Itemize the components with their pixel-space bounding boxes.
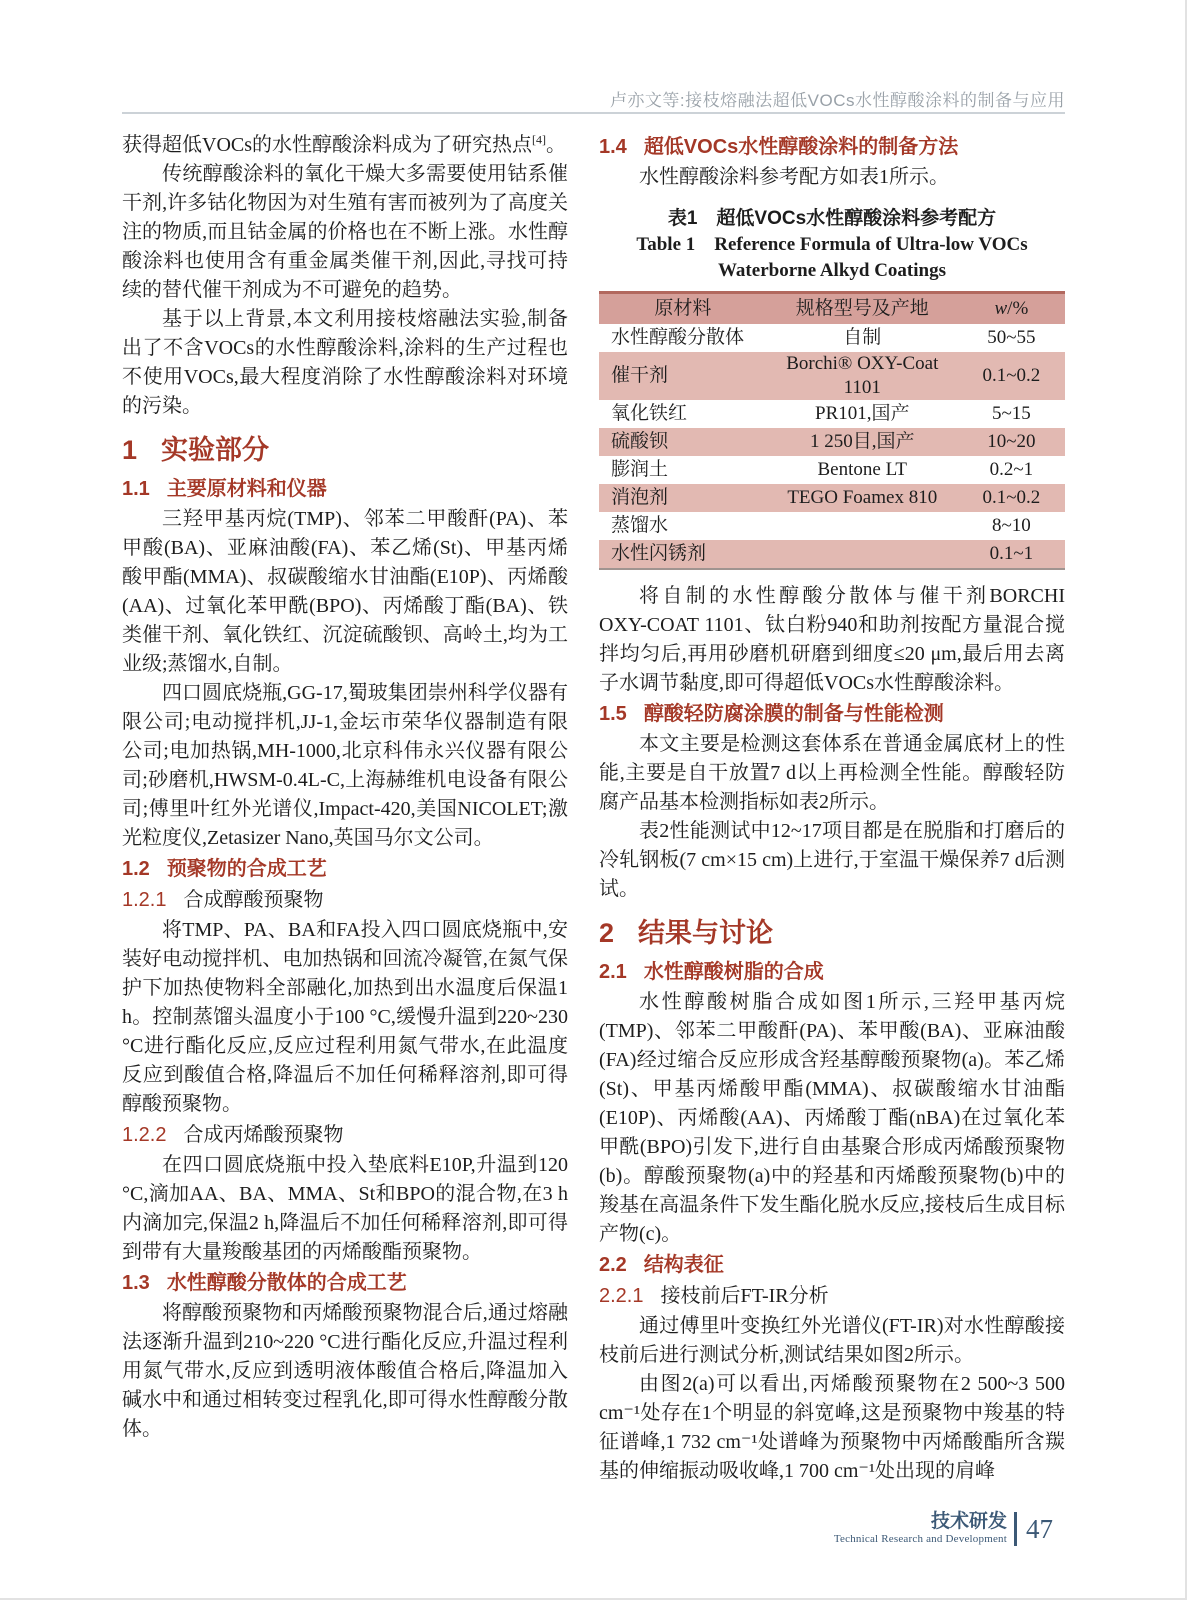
paragraph-tradition: 传统醇酸涂料的氧化干燥大多需要使用钴系催干剂,许多钴化物因为对生殖有害而被列为了高度关注的物质,而且钴金属的价格也在不断上涨。水性醇酸涂料也使用含有重金属类催干剂,因此,寻找可持续的替代催干剂成为不可避免的趋势。 xyxy=(122,163,568,301)
section-2-1-heading xyxy=(599,957,1065,987)
section-2-heading xyxy=(599,914,1065,952)
table-cell: 0.1~1 xyxy=(989,543,1034,564)
footer-label-en: Technical Research and Development xyxy=(833,1533,1007,1545)
section-1-5-title: 醇酸轻防腐涂膜的制备与性能检测 xyxy=(643,703,944,725)
section-1-1-number: 1.1 xyxy=(122,478,150,500)
section-1-2-1-title: 合成醇酸预聚物 xyxy=(183,889,324,911)
paragraph-coating-preparation: 将自制的水性醇酸分散体与催干剂BORCHI OXY-COAT 1101、钛白粉940和助剂按配方量混合搅拌均匀后,再用砂磨机研磨到细度≤20 μm,最后用去离子水调节黏度,即可得超低VOCs水性醇酸涂料。 xyxy=(599,585,1065,694)
table1-caption-en-line2: Waterborne Alkyd Coatings xyxy=(717,260,947,281)
section-1-3-title: 水性醇酸分散体的合成工艺 xyxy=(166,1272,407,1294)
table-cell: 5~15 xyxy=(991,403,1031,424)
table-cell: 催干剂 xyxy=(611,365,669,386)
section-1-heading xyxy=(122,431,568,469)
paragraph-ftir-analysis: 由图2(a)可以看出,丙烯酸预聚物在2 500~3 500 cm⁻¹处存在1个明显的斜宽峰,这是预聚物中羧基的特征谱峰,1 732 cm⁻¹处谱峰为预聚物中丙烯酸酯所含羰基的伸缩振动吸收峰,1 700 cm⁻¹处出现的肩峰 xyxy=(599,1373,1065,1482)
section-2-2-1-title: 接枝前后FT-IR分析 xyxy=(660,1285,829,1307)
spacer xyxy=(599,570,1065,582)
table-cell: 0.1~0.2 xyxy=(982,487,1041,508)
section-2-2-1-heading xyxy=(599,1281,1065,1311)
paragraph-test-panels: 表2性能测试中12~17项目都是在脱脂和打磨后的冷轧钢板(7 cm×15 cm)上进行,于室温干燥保养7 d后测试。 xyxy=(599,820,1065,900)
section-2-2-number: 2.2 xyxy=(599,1254,627,1276)
table-row xyxy=(599,540,1065,568)
table-cell: TEGO Foamex 810 xyxy=(787,487,938,508)
page-footer xyxy=(834,1512,1053,1546)
section-2-2-heading xyxy=(599,1250,1065,1280)
section-2-2-title: 结构表征 xyxy=(643,1254,724,1276)
table-cell: 水性闪锈剂 xyxy=(611,543,707,564)
section-2-1-title: 水性醇酸树脂的合成 xyxy=(643,961,824,983)
section-1-2-1-heading xyxy=(122,885,568,915)
section-1-number: 1 xyxy=(122,435,138,465)
table-cell: 10~20 xyxy=(987,431,1036,452)
table-cell: 膨润土 xyxy=(611,459,669,480)
intro-text: 获得超低VOCs的水性醇酸涂料成为了研究热点 xyxy=(122,134,533,156)
paragraph-acrylic-prepolymer: 在四口圆底烧瓶中投入垫底料E10P,升温到120 °C,滴加AA、BA、MMA、St和BPO的混合物,在3 h内滴加完,保温2 h,降温后不加任何稀释溶剂,即可得到带有大量羧酸基团的丙烯酸酯预聚物。 xyxy=(122,1154,568,1263)
page-number: 47 xyxy=(1026,1514,1053,1544)
section-1-2-2-title: 合成丙烯酸预聚物 xyxy=(183,1124,344,1146)
paragraph-instruments: 四口圆底烧瓶,GG-17,蜀玻集团崇州科学仪器有限公司;电动搅拌机,JJ-1,金坛市荣华仪器制造有限公司;电加热锅,MH-1000,北京科伟永兴仪器有限公司;砂磨机,HWSM-0.4L-C,上海赫维机电设备有限公司;傅里叶红外光谱仪,Impact-420,美国NICOLET;激光粒度仪,Zetasizer Nano,英国马尔文公司。 xyxy=(122,682,568,849)
table-header-w-percent xyxy=(958,297,1065,321)
right-column xyxy=(599,131,1065,1486)
paragraph-intro-continued xyxy=(122,131,568,160)
section-1-2-1-number: 1.2.1 xyxy=(122,889,167,911)
table-cell: 自制 xyxy=(843,327,882,348)
section-1-2-2-heading xyxy=(122,1120,568,1150)
section-1-4-title: 超低VOCs水性醇酸涂料的制备方法 xyxy=(643,136,959,158)
citation-4: [4] xyxy=(532,132,547,147)
section-2-2-1-number: 2.2.1 xyxy=(599,1285,644,1307)
paragraph-background: 基于以上背景,本文利用接枝熔融法实验,制备出了不含VOCs的水性醇酸涂料,涂料的生产过程也不使用VOCs,最大程度消除了水性醇酸涂料对环境的污染。 xyxy=(122,308,568,417)
table-cell: PR101,国产 xyxy=(815,403,910,424)
footer-divider xyxy=(1014,1512,1017,1546)
paragraph-materials: 三羟甲基丙烷(TMP)、邻苯二甲酸酐(PA)、苯甲酸(BA)、亚麻油酸(FA)、苯乙烯(St)、甲基丙烯酸甲酯(MMA)、叔碳酸缩水甘油酯(E10P)、丙烯酸(AA)、过氧化苯甲酰(BPO)、丙烯酸丁酯(BA)、铁类催干剂、氧化铁红、沉淀硫酸钡、高岭土,均为工业级;蒸馏水,自制。 xyxy=(122,508,568,675)
table1-caption-en-line1: Table 1 Reference Formula of Ultra-low VOCs xyxy=(636,234,1028,255)
section-1-5-number: 1.5 xyxy=(599,703,627,725)
table-cell: Bentone LT xyxy=(817,459,908,480)
section-2-number: 2 xyxy=(599,918,615,948)
paragraph-alkyd-prepolymer: 将TMP、PA、BA和FA投入四口圆底烧瓶中,安装好电动搅拌机、电加热锅和回流冷凝管,在氮气保护下加热使物料全部融化,加热到出水温度后保温1 h。控制蒸馏头温度小于100 °C,缓慢升温到220~230 °C进行酯化反应,反应过程利用氮气带水,在此温度反应到酸值合格,降温后不加任何稀释溶剂,即可得醇酸预聚物。 xyxy=(122,919,568,1115)
table-row xyxy=(599,456,1065,484)
section-1-2-heading xyxy=(122,854,568,884)
section-1-title: 实验部分 xyxy=(161,435,270,465)
section-1-3-heading xyxy=(122,1268,568,1298)
footer-label-cn: 技术研发 xyxy=(930,1511,1007,1532)
table-cell: 蒸馏水 xyxy=(611,515,669,536)
table-row xyxy=(599,324,1065,352)
table1-caption-cn: 表1 超低VOCs水性醇酸涂料参考配方 xyxy=(667,208,997,229)
section-1-1-title: 主要原材料和仪器 xyxy=(166,478,327,500)
paragraph-table1-ref: 水性醇酸涂料参考配方如表1所示。 xyxy=(639,166,949,188)
table-row xyxy=(599,484,1065,512)
section-2-title: 结果与讨论 xyxy=(638,918,774,948)
table-row xyxy=(599,428,1065,456)
section-1-3-number: 1.3 xyxy=(122,1272,150,1294)
running-head: 卢亦文等:接枝熔融法超低VOCs水性醇酸涂料的制备与应用 xyxy=(609,91,1065,110)
table-row xyxy=(599,352,1065,400)
paragraph-dispersion-synthesis: 将醇酸预聚物和丙烯酸预聚物混合后,通过熔融法逐渐升温到210~220 °C进行酯化反应,升温过程利用氮气带水,反应到透明液体酸值合格后,降温加入碱水中和通过相转变过程乳化,即可得水性醇酸分散体。 xyxy=(122,1302,568,1440)
table-row xyxy=(599,512,1065,540)
paragraph-performance-test: 本文主要是检测这套体系在普通金属底材上的性能,主要是自干放置7 d以上再检测全性能。醇酸轻防腐产品基本检测指标如表2所示。 xyxy=(599,733,1065,813)
table-cell: 8~10 xyxy=(991,515,1031,536)
formula-table-body xyxy=(599,324,1065,568)
header-rule xyxy=(122,112,1065,114)
paragraph-resin-synthesis: 水性醇酸树脂合成如图1所示,三羟甲基丙烷(TMP)、邻苯二甲酸酐(PA)、苯甲酸(BA)、亚麻油酸(FA)经过缩合反应形成含羟基醇酸预聚物(a)。苯乙烯(St)、甲基丙烯酸甲酯(MMA)、叔碳酸缩水甘油酯(E10P)、丙烯酸(AA)、丙烯酸丁酯(nBA)在过氧化苯甲酰(BPO)引发下,进行自由基聚合形成丙烯酸预聚物(b)。醇酸预聚物(a)中的羟基和丙烯酸预聚物(b)中的羧基在高温条件下发生酯化脱水反应,接枝后生成目标产物(c)。 xyxy=(599,991,1065,1245)
table-header-w: w xyxy=(994,298,1008,319)
table-cell: Borchi® OXY-Coat 1101 xyxy=(786,353,939,398)
section-1-2-2-number: 1.2.2 xyxy=(122,1124,167,1146)
table-header-spec: 规格型号及产地 xyxy=(795,298,929,319)
section-1-4-number: 1.4 xyxy=(599,136,627,158)
paragraph-ftir-intro: 通过傅里叶变换红外光谱仪(FT-IR)对水性醇酸接枝前后进行测试分析,测试结果如图2所示。 xyxy=(599,1315,1065,1366)
table-cell: 0.1~0.2 xyxy=(982,365,1041,386)
section-1-5-heading xyxy=(599,699,1065,729)
section-1-1-heading xyxy=(122,474,568,504)
intro-period: 。 xyxy=(546,134,567,156)
table-cell: 硫酸钡 xyxy=(611,431,669,452)
formula-table xyxy=(599,291,1065,570)
table-cell: 水性醇酸分散体 xyxy=(611,327,745,348)
table-header-row xyxy=(599,294,1065,324)
section-1-4-heading xyxy=(599,132,1065,162)
section-1-2-title: 预聚物的合成工艺 xyxy=(166,858,327,880)
table-cell: 消泡剂 xyxy=(611,487,669,508)
page-content xyxy=(122,131,1065,1486)
table-header-material: 原材料 xyxy=(654,298,712,319)
section-2-1-number: 2.1 xyxy=(599,961,627,983)
table-cell: 50~55 xyxy=(987,327,1036,348)
table-cell: 氧化铁红 xyxy=(611,403,688,424)
footer-column-label xyxy=(834,1512,1007,1546)
section-1-2-number: 1.2 xyxy=(122,858,150,880)
left-column xyxy=(122,131,568,1486)
table-cell: 0.2~1 xyxy=(989,459,1034,480)
table-cell: 1 250目,国产 xyxy=(810,431,915,452)
table-row xyxy=(599,400,1065,428)
table-header-percent-unit: /% xyxy=(1007,298,1029,319)
